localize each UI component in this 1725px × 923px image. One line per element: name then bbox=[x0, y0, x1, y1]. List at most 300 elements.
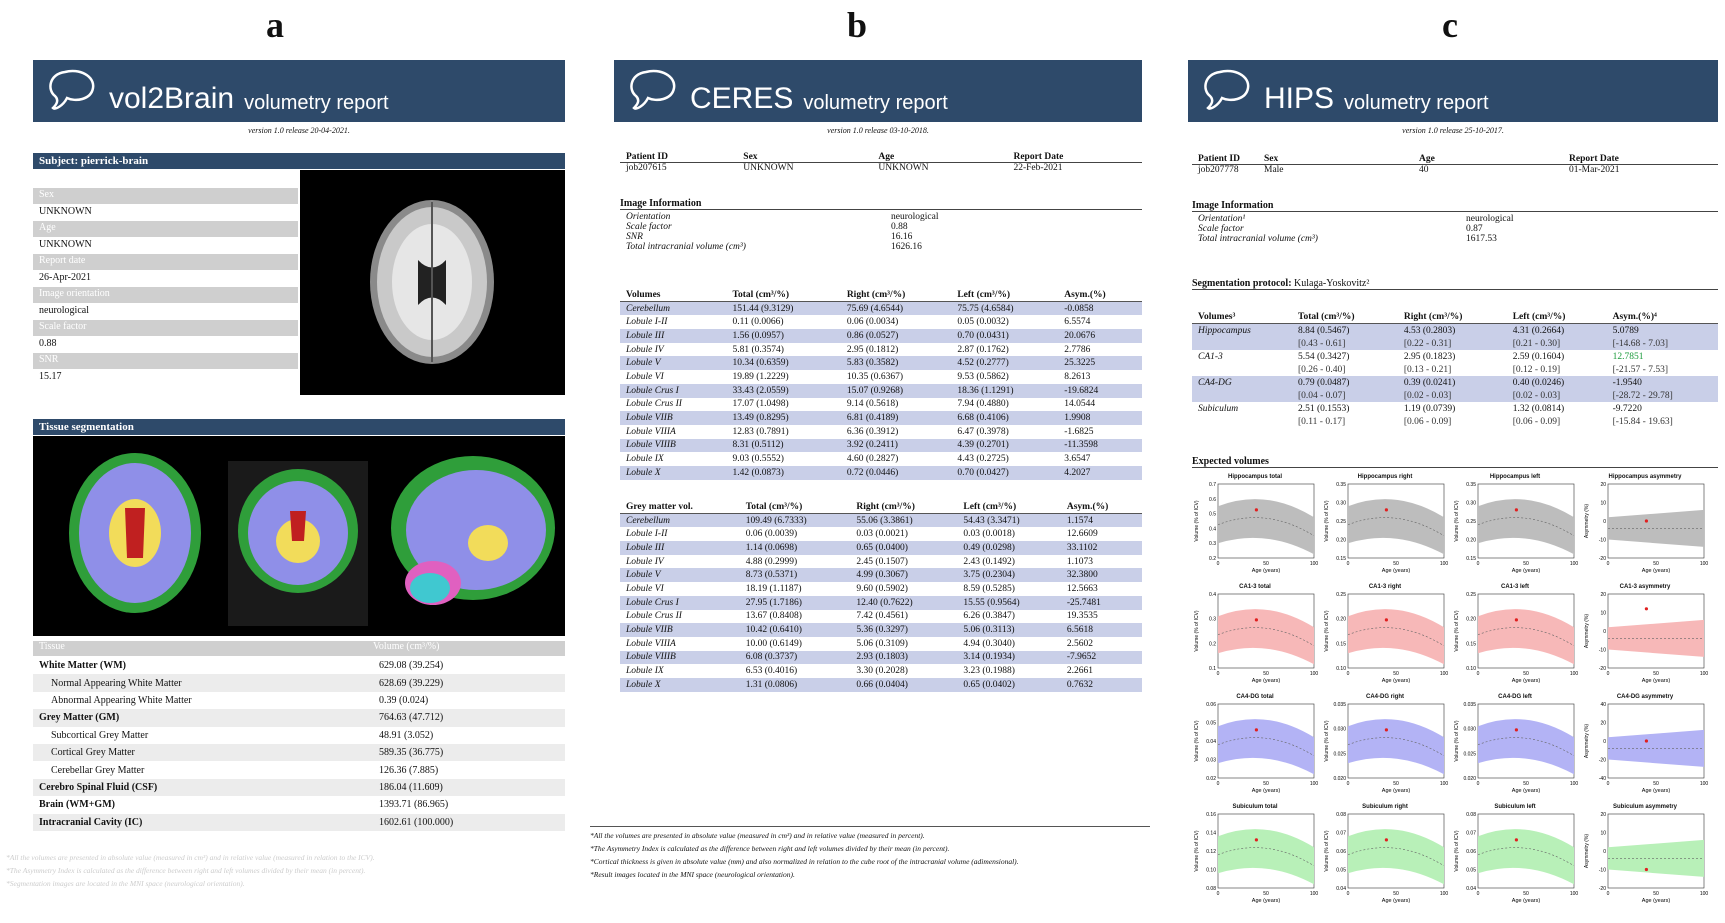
table-cell: 9.03 (0.5552) bbox=[732, 454, 784, 465]
table-row bbox=[620, 568, 1142, 582]
tissue-name: Brain (WM+GM) bbox=[39, 799, 115, 811]
field-label: Report date bbox=[33, 254, 298, 270]
table-cell: 0.49 (0.0298) bbox=[957, 541, 1060, 555]
table-row bbox=[33, 796, 565, 813]
x-tick-label: 50 bbox=[1263, 891, 1269, 897]
expected-plot bbox=[1582, 476, 1708, 580]
table-cell: 1.31 (0.0806) bbox=[740, 678, 851, 692]
column-header: Right (cm³/%) bbox=[1398, 310, 1507, 324]
table-row bbox=[620, 425, 1142, 439]
y-tick-label: 0.10 bbox=[1336, 666, 1346, 672]
col-sex: Sex bbox=[1258, 154, 1413, 165]
confidence-interval: [0.02 - 0.03] bbox=[1512, 390, 1561, 401]
volume-right: 4.53 (0.2803) bbox=[1403, 325, 1456, 336]
x-tick-label: 100 bbox=[1569, 561, 1578, 567]
table-cell: 8.73 (0.5371) bbox=[740, 568, 851, 582]
x-axis-label: Age (years) bbox=[1251, 788, 1281, 794]
table-cell: 0.70 (0.0431) bbox=[951, 329, 1058, 343]
y-tick-label: 0.020 bbox=[1463, 776, 1476, 782]
subject-point bbox=[1645, 607, 1648, 610]
confidence-interval: [0.04 - 0.07] bbox=[1297, 390, 1346, 401]
table-cell: 6.5618 bbox=[1061, 623, 1142, 637]
y-axis-label: Volume (% of ICV) bbox=[1194, 500, 1200, 542]
table-cell: Lobule VIIB bbox=[620, 411, 726, 425]
note: *The Asymmetry Index is calculated as the difference between right and left volumes divided by their mean (in percent). bbox=[6, 866, 366, 875]
confidence-interval: [0.43 - 0.61] bbox=[1297, 338, 1346, 349]
plot-canvas bbox=[1192, 586, 1318, 690]
grey-matter-table-b bbox=[620, 500, 1142, 692]
brain-logo-icon bbox=[626, 66, 682, 114]
table-cell: 13.67 (0.8408) bbox=[745, 611, 802, 622]
table-row bbox=[33, 779, 565, 796]
normative-band bbox=[1218, 829, 1314, 884]
column-header: Asym.(%) bbox=[1058, 288, 1142, 302]
report-version: version 1.0 release 03-10-2018. bbox=[827, 126, 929, 135]
x-axis-label: Age (years) bbox=[1381, 568, 1411, 574]
plot-canvas bbox=[1322, 586, 1448, 690]
note: *Segmentation images are located in the MNI space (neurological orientation). bbox=[6, 879, 245, 888]
table-cell: 5.81 (0.3574) bbox=[732, 344, 784, 355]
y-tick-label: 0.04 bbox=[1466, 886, 1476, 892]
y-tick-label: 0.08 bbox=[1206, 886, 1216, 892]
x-tick-label: 0 bbox=[1216, 671, 1220, 677]
x-tick-label: 100 bbox=[1309, 781, 1318, 787]
y-tick-label: 0.2 bbox=[1209, 556, 1216, 562]
y-tick-label: 0.1 bbox=[1209, 666, 1216, 672]
y-tick-label: 0.10 bbox=[1466, 666, 1476, 672]
plot-title: CA1-3 asymmetry bbox=[1619, 584, 1671, 590]
plot-canvas bbox=[1452, 696, 1578, 800]
expected-plot bbox=[1322, 696, 1448, 800]
y-tick-label: 0.35 bbox=[1336, 482, 1346, 488]
field-value: 15.17 bbox=[39, 371, 62, 382]
patient-id: job207778 bbox=[1198, 165, 1239, 175]
plot-title: Hippocampus asymmetry bbox=[1608, 474, 1682, 480]
table-cell: 2.93 (0.1803) bbox=[850, 651, 957, 665]
y-tick-label: 0.06 bbox=[1466, 849, 1476, 855]
col-report-date: Report Date bbox=[1007, 152, 1142, 163]
table-cell: 2.5602 bbox=[1066, 638, 1093, 649]
y-tick-label: 0.7 bbox=[1209, 482, 1216, 488]
table-row bbox=[620, 356, 1142, 370]
plot-canvas bbox=[1192, 476, 1318, 580]
table-cell: Lobule IX bbox=[626, 666, 664, 677]
confidence-interval: [0.13 - 0.21] bbox=[1403, 364, 1452, 375]
field-value: UNKNOWN bbox=[39, 206, 92, 217]
table-row bbox=[620, 315, 1142, 329]
panel-a bbox=[0, 0, 575, 923]
table-cell: 1.1073 bbox=[1066, 556, 1093, 567]
x-axis-label: Age (years) bbox=[1641, 898, 1671, 904]
x-tick-label: 100 bbox=[1699, 781, 1708, 787]
x-axis-label: Age (years) bbox=[1381, 678, 1411, 684]
protocol-value: Kulaga-Yoskovitz² bbox=[1294, 278, 1370, 289]
expected-plot bbox=[1322, 586, 1448, 690]
table-cell: 2.2661 bbox=[1066, 666, 1093, 677]
table-cell: 5.83 (0.3582) bbox=[841, 356, 952, 370]
table-cell: Lobule IX bbox=[626, 454, 664, 465]
table-cell: Lobule III bbox=[620, 541, 740, 555]
y-axis-label: Volume (% of ICV) bbox=[1324, 720, 1330, 762]
table-cell: Lobule VI bbox=[626, 583, 664, 594]
plot-title: Subiculum asymmetry bbox=[1612, 804, 1678, 810]
field-label: Age bbox=[33, 221, 298, 237]
table-cell: 7.42 (0.4561) bbox=[856, 611, 908, 622]
axial-seg bbox=[69, 453, 201, 613]
confidence-interval: [0.26 - 0.40] bbox=[1297, 364, 1346, 375]
table-cell: Cerebellum bbox=[620, 514, 740, 528]
table-cell: 12.6609 bbox=[1066, 529, 1098, 540]
table-cell: Lobule VI bbox=[626, 371, 664, 382]
note: *The Asymmetry Index is calculated as the difference between right and left volumes divided by their mean (in percent). bbox=[590, 844, 950, 853]
note: *All the volumes are presented in absolute value (measured in cm³) and in relative value (measured in percent). bbox=[590, 831, 925, 840]
x-tick-label: 100 bbox=[1309, 891, 1318, 897]
field-value: 26-Apr-2021 bbox=[39, 272, 92, 283]
volume-asym: 12.7851 bbox=[1612, 351, 1644, 362]
protocol-label: Segmentation protocol: bbox=[1192, 278, 1292, 289]
tissue-volume: 0.39 (0.024) bbox=[379, 694, 429, 706]
y-tick-label: 0 bbox=[1603, 849, 1606, 855]
table-cell: Lobule I-II bbox=[626, 317, 668, 328]
x-axis-label: Age (years) bbox=[1641, 678, 1671, 684]
y-axis-label: Volume (% of ICV) bbox=[1454, 610, 1460, 652]
x-tick-label: 50 bbox=[1653, 781, 1659, 787]
table-cell: -0.0858 bbox=[1058, 302, 1142, 316]
structure-name: Hippocampus bbox=[1198, 325, 1251, 336]
table-cell: 32.3800 bbox=[1061, 568, 1142, 582]
info-label: Total intracranial volume (cm³) bbox=[626, 242, 746, 252]
table-row bbox=[33, 744, 565, 761]
tissue-name: Subcortical Grey Matter bbox=[51, 729, 149, 741]
table-row bbox=[620, 514, 1142, 528]
y-axis-label: Asymmetry (%) bbox=[1584, 613, 1590, 649]
ci-spacer bbox=[1192, 364, 1292, 376]
normative-band bbox=[1478, 829, 1574, 884]
tissue-name: White Matter (WM) bbox=[39, 660, 127, 672]
table-cell: Lobule X bbox=[620, 678, 740, 692]
table-cell: Cerebellum bbox=[620, 302, 726, 316]
column-header: Total (cm³/%) bbox=[726, 288, 840, 302]
y-tick-label: 0.030 bbox=[1333, 726, 1346, 733]
table-row bbox=[1192, 324, 1718, 338]
subject-point bbox=[1645, 739, 1648, 742]
y-tick-label: 0 bbox=[1603, 519, 1606, 525]
x-tick-label: 50 bbox=[1653, 671, 1659, 677]
panel-letter-b: b bbox=[847, 5, 868, 45]
note: *Result images located in the MNI space (neurological orientation). bbox=[590, 870, 795, 879]
table-cell: 18.19 (1.1187) bbox=[745, 583, 802, 594]
brain-logo-icon bbox=[1200, 66, 1256, 114]
volume-right: 1.19 (0.0739) bbox=[1403, 403, 1456, 414]
tissue-volume: 589.35 (36.775) bbox=[373, 744, 565, 761]
x-tick-label: 50 bbox=[1523, 561, 1529, 567]
field-value: neurological bbox=[39, 305, 89, 316]
subject-point bbox=[1515, 508, 1518, 511]
x-tick-label: 100 bbox=[1439, 781, 1448, 787]
table-cell: 25.3225 bbox=[1058, 356, 1142, 370]
x-tick-label: 0 bbox=[1216, 781, 1220, 787]
table-cell: 0.11 (0.0066) bbox=[732, 317, 784, 328]
table-cell: 12.40 (0.7622) bbox=[850, 596, 957, 610]
column-header: Left (cm³/%) bbox=[957, 500, 1060, 514]
image-info-title: Image Information bbox=[620, 198, 1142, 210]
x-tick-label: 100 bbox=[1569, 891, 1578, 897]
notes-a bbox=[6, 853, 566, 888]
table-cell: Lobule III bbox=[620, 329, 726, 343]
table-row bbox=[620, 637, 1142, 651]
y-tick-label: -10 bbox=[1598, 867, 1606, 874]
report-version: version 1.0 release 20-04-2021. bbox=[248, 126, 350, 135]
x-tick-label: 100 bbox=[1699, 671, 1708, 677]
table-cell: Lobule IV bbox=[626, 344, 664, 355]
table-cell: Lobule I-II bbox=[626, 529, 668, 540]
y-tick-label: 0.06 bbox=[1336, 849, 1346, 855]
y-tick-label: 0.14 bbox=[1206, 830, 1216, 837]
y-tick-label: 0.07 bbox=[1336, 830, 1346, 837]
tissue-volume: 764.63 (47.712) bbox=[373, 709, 565, 726]
x-tick-label: 100 bbox=[1309, 561, 1318, 567]
info-label: Scale factor bbox=[626, 222, 672, 232]
column-header: Left (cm³/%) bbox=[951, 288, 1058, 302]
field-label: Sex bbox=[33, 188, 298, 204]
ci-spacer bbox=[1192, 390, 1292, 402]
table-cell: 10.35 (0.6367) bbox=[846, 371, 904, 382]
subject-point bbox=[1385, 508, 1388, 511]
table-cell: 54.43 (3.3471) bbox=[957, 514, 1060, 528]
volume-left: 1.32 (0.0814) bbox=[1512, 403, 1565, 414]
table-cell: 6.08 (0.3737) bbox=[740, 651, 851, 665]
x-tick-label: 100 bbox=[1309, 671, 1318, 677]
x-axis-label: Age (years) bbox=[1511, 678, 1541, 684]
y-tick-label: -20 bbox=[1598, 556, 1606, 562]
x-axis-label: Age (years) bbox=[1251, 678, 1281, 684]
table-cell: 8.2613 bbox=[1064, 371, 1091, 382]
x-tick-label: 0 bbox=[1476, 671, 1480, 677]
table-cell: 0.03 (0.0021) bbox=[856, 529, 908, 540]
normative-band bbox=[1478, 719, 1574, 774]
plot-title: CA1-3 right bbox=[1368, 584, 1402, 590]
table-row bbox=[1192, 350, 1718, 364]
table-cell: Lobule Crus I bbox=[620, 596, 740, 610]
x-tick-label: 100 bbox=[1699, 891, 1708, 897]
table-cell: 19.3535 bbox=[1066, 611, 1098, 622]
subject-point bbox=[1645, 868, 1648, 871]
y-tick-label: -10 bbox=[1598, 647, 1606, 654]
subject-point bbox=[1385, 728, 1388, 731]
expected-plot bbox=[1322, 806, 1448, 910]
plot-canvas bbox=[1192, 806, 1318, 910]
panel-b bbox=[580, 0, 1150, 923]
table-cell: Lobule VIIIB bbox=[620, 651, 740, 665]
tissue-volume: 1602.61 (100.000) bbox=[373, 814, 565, 831]
table-row bbox=[620, 541, 1142, 555]
expected-plot bbox=[1192, 586, 1318, 690]
y-tick-label: 20 bbox=[1600, 720, 1606, 727]
table-cell: 10.34 (0.6359) bbox=[726, 356, 840, 370]
expected-plot bbox=[1582, 696, 1708, 800]
table-cell: 1.1574 bbox=[1061, 514, 1142, 528]
table-row bbox=[620, 439, 1142, 453]
table-row bbox=[620, 329, 1142, 343]
x-tick-label: 100 bbox=[1569, 671, 1578, 677]
y-tick-label: 0.035 bbox=[1463, 702, 1476, 708]
column-header: Asym.(%)⁴ bbox=[1607, 310, 1718, 324]
y-tick-label: 0.15 bbox=[1466, 641, 1476, 648]
expected-plot bbox=[1452, 806, 1578, 910]
table-cell: 12.83 (0.7891) bbox=[732, 426, 789, 437]
column-header: Left (cm³/%) bbox=[1507, 310, 1607, 324]
x-axis-label: Age (years) bbox=[1251, 898, 1281, 904]
table-cell: 4.60 (0.2827) bbox=[846, 454, 899, 465]
table-cell: 3.6547 bbox=[1064, 454, 1091, 465]
notes-b bbox=[590, 826, 1150, 879]
confidence-interval: [0.21 - 0.30] bbox=[1512, 338, 1561, 349]
subject-point bbox=[1255, 508, 1258, 511]
table-row bbox=[620, 384, 1142, 398]
y-axis-label: Asymmetry (%) bbox=[1584, 833, 1590, 869]
y-tick-label: 10 bbox=[1600, 500, 1606, 507]
table-cell: 6.53 (0.4016) bbox=[745, 666, 798, 677]
report-banner-ceres bbox=[614, 60, 1142, 122]
x-tick-label: 0 bbox=[1346, 891, 1350, 897]
subject-point bbox=[1515, 618, 1518, 621]
x-tick-label: 50 bbox=[1523, 671, 1529, 677]
table-cell: Lobule VIIIA bbox=[626, 638, 676, 649]
table-cell: 0.65 (0.0400) bbox=[850, 541, 957, 555]
table-cell: 1.42 (0.0873) bbox=[726, 466, 840, 480]
y-tick-label: 0.20 bbox=[1466, 616, 1476, 623]
ci-row bbox=[1192, 390, 1718, 402]
ci-spacer bbox=[1192, 338, 1292, 350]
table-row bbox=[620, 411, 1142, 425]
y-tick-label: 0.35 bbox=[1466, 482, 1476, 488]
y-tick-label: 0.20 bbox=[1466, 537, 1476, 544]
plot-canvas bbox=[1192, 696, 1318, 800]
table-row bbox=[620, 596, 1142, 610]
normative-band bbox=[1218, 609, 1314, 664]
table-cell: 2.87 (0.1762) bbox=[957, 344, 1009, 355]
table-cell: 1.14 (0.0698) bbox=[740, 541, 851, 555]
col-report-date: Report Date bbox=[1563, 154, 1718, 165]
table-cell: 13.49 (0.8295) bbox=[726, 411, 840, 425]
expected-volumes-title: Expected volumes bbox=[1192, 456, 1718, 468]
y-tick-label: 0.07 bbox=[1466, 830, 1476, 837]
table-cell: 2.95 (0.1812) bbox=[846, 344, 899, 355]
column-header: Right (cm³/%) bbox=[850, 500, 957, 514]
patient-table-b bbox=[620, 152, 1142, 173]
structure-name: Subiculum bbox=[1198, 403, 1239, 414]
volume-total: 2.51 (0.1553) bbox=[1297, 403, 1350, 414]
x-tick-label: 50 bbox=[1393, 671, 1399, 677]
info-label: Orientation bbox=[626, 212, 671, 222]
y-tick-label: 10 bbox=[1600, 830, 1606, 837]
normative-band bbox=[1478, 609, 1574, 664]
ci-row bbox=[1192, 416, 1718, 428]
report-date: 22-Feb-2021 bbox=[1013, 163, 1063, 173]
patient-id: job207615 bbox=[626, 163, 667, 173]
volume-total: 0.79 (0.0487) bbox=[1297, 377, 1350, 388]
table-row bbox=[620, 610, 1142, 624]
y-tick-label: 0.06 bbox=[1206, 702, 1216, 708]
info-value: 0.88 bbox=[891, 222, 908, 232]
table-cell: 17.07 (1.0498) bbox=[732, 399, 789, 410]
plot-title: CA4-DG right bbox=[1366, 694, 1404, 700]
x-axis-label: Age (years) bbox=[1251, 568, 1281, 574]
report-name: CERES bbox=[690, 82, 794, 115]
y-tick-label: 0.25 bbox=[1336, 592, 1346, 598]
expected-plot bbox=[1192, 806, 1318, 910]
y-tick-label: 0.05 bbox=[1466, 867, 1476, 874]
brain-logo-icon bbox=[45, 66, 101, 114]
y-tick-label: 0.035 bbox=[1333, 702, 1346, 708]
table-cell: 0.65 (0.0402) bbox=[957, 678, 1060, 692]
y-tick-label: 0.15 bbox=[1336, 556, 1346, 562]
plot-title: Subiculum total bbox=[1232, 804, 1278, 810]
x-tick-label: 0 bbox=[1476, 891, 1480, 897]
expected-plot bbox=[1452, 476, 1578, 580]
table-cell: 0.70 (0.0427) bbox=[951, 466, 1058, 480]
x-tick-label: 0 bbox=[1216, 561, 1220, 567]
tissue-volume: 126.36 (7.885) bbox=[379, 764, 439, 776]
table-cell: 2.7786 bbox=[1064, 344, 1091, 355]
y-tick-label: 0.025 bbox=[1333, 751, 1346, 758]
y-axis-label: Volume (% of ICV) bbox=[1194, 610, 1200, 652]
y-tick-label: -10 bbox=[1598, 537, 1606, 544]
plot-canvas bbox=[1322, 696, 1448, 800]
normative-band bbox=[1348, 499, 1444, 554]
table-cell: 4.39 (0.2701) bbox=[951, 439, 1058, 453]
x-tick-label: 0 bbox=[1346, 781, 1350, 787]
confidence-interval: [-14.68 - 7.03] bbox=[1612, 338, 1668, 349]
table-cell: 2.45 (0.1507) bbox=[856, 556, 908, 567]
table-cell: 15.55 (0.9564) bbox=[957, 596, 1060, 610]
confidence-interval: [0.06 - 0.09] bbox=[1512, 416, 1561, 427]
expected-plot bbox=[1582, 806, 1708, 910]
report-subtitle: volumetry report bbox=[1344, 92, 1489, 114]
confidence-interval: [-21.57 - 7.53] bbox=[1612, 364, 1668, 375]
expected-plot bbox=[1322, 476, 1448, 580]
x-tick-label: 50 bbox=[1523, 781, 1529, 787]
tissue-name: Cerebro Spinal Fluid (CSF) bbox=[33, 779, 373, 796]
table-cell: 0.72 (0.0446) bbox=[841, 466, 952, 480]
table-cell: 0.06 (0.0034) bbox=[846, 317, 899, 328]
normative-band bbox=[1478, 499, 1574, 554]
x-axis-label: Age (years) bbox=[1641, 568, 1671, 574]
tissue-volume: 48.91 (3.052) bbox=[379, 729, 434, 741]
subject-point bbox=[1385, 838, 1388, 841]
image-info-c bbox=[1192, 214, 1718, 244]
x-tick-label: 50 bbox=[1263, 781, 1269, 787]
note: *All the volumes are presented in absolute value (measured in cm³) and in relative value (measured in relation to the ICV). bbox=[6, 853, 375, 862]
table-cell: 33.1102 bbox=[1061, 541, 1142, 555]
table-row bbox=[620, 582, 1142, 596]
table-row bbox=[33, 727, 565, 744]
table-row bbox=[1192, 376, 1718, 390]
y-tick-label: 0.10 bbox=[1206, 867, 1216, 874]
table-cell: 27.95 (1.7186) bbox=[740, 596, 851, 610]
x-tick-label: 50 bbox=[1523, 891, 1529, 897]
normative-band bbox=[1218, 499, 1314, 554]
volume-total: 5.54 (0.3427) bbox=[1297, 351, 1350, 362]
y-tick-label: 0.05 bbox=[1336, 867, 1346, 874]
table-cell: -11.3598 bbox=[1058, 439, 1142, 453]
x-tick-label: 0 bbox=[1216, 891, 1220, 897]
sex: UNKNOWN bbox=[743, 163, 794, 173]
column-header: Volumes bbox=[620, 288, 726, 302]
table-row bbox=[620, 678, 1142, 692]
y-axis-label: Volume (% of ICV) bbox=[1194, 720, 1200, 762]
subject-fields bbox=[33, 188, 298, 386]
